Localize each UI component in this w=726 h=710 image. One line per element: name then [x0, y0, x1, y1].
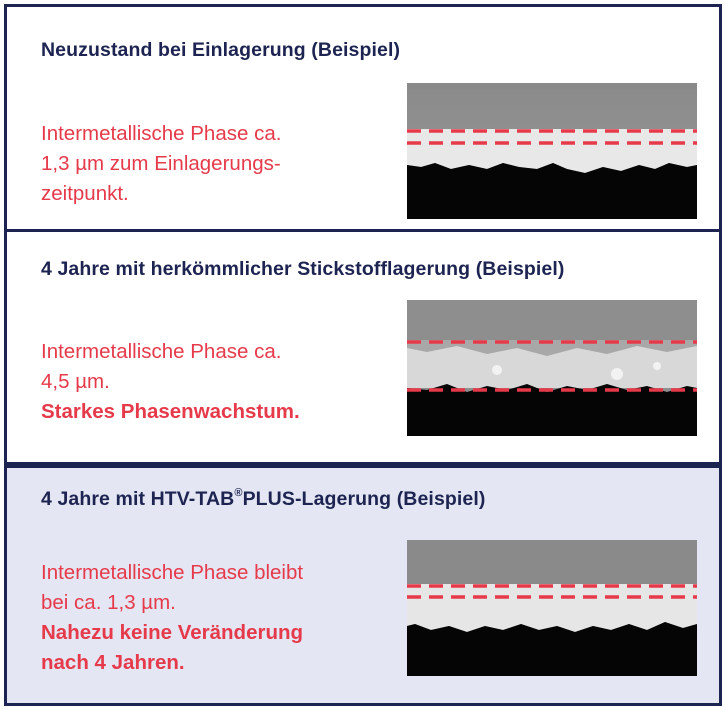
desc-line: zeitpunkt.: [41, 182, 129, 205]
panel-nitrogen-storage: [4, 232, 722, 465]
desc-line-bold: Nahezu keine Veränderung: [41, 621, 304, 644]
desc-line: Intermetallische Phase bleibt: [41, 561, 304, 584]
micrograph-image: [407, 83, 697, 219]
panel-description: [41, 558, 381, 678]
desc-line: Intermetallische Phase ca.: [41, 340, 282, 363]
desc-line-bold: nach 4 Jahren.: [41, 651, 185, 674]
panel-title: Neuzustand bei Einlagerung (Beispiel): [41, 39, 401, 61]
micrograph-image: [407, 300, 697, 436]
panel-initial-state: [4, 4, 722, 232]
title-part: 4 Jahre mit HTV-TAB: [41, 488, 235, 510]
desc-line: 1,3 µm zum Einlagerungs-: [41, 152, 281, 175]
micrograph-image: [407, 540, 697, 676]
desc-line: Intermetallische Phase ca.: [41, 122, 282, 145]
title-part: PLUS-Lagerung (Beispiel): [242, 488, 486, 510]
desc-line: bei ca. 1,3 µm.: [41, 591, 176, 614]
panel-htv-tab-plus-storage: [4, 465, 722, 706]
panel-title: [41, 488, 486, 511]
desc-line: 4,5 µm.: [41, 370, 110, 393]
panel-title: 4 Jahre mit herkömmlicher Stickstofflagerung (Beispiel): [41, 258, 565, 280]
registered-mark: ®: [234, 486, 243, 499]
desc-line-bold: Starkes Phasenwachstum.: [41, 400, 300, 423]
panel-description: [41, 119, 381, 209]
panel-description: [41, 337, 381, 427]
